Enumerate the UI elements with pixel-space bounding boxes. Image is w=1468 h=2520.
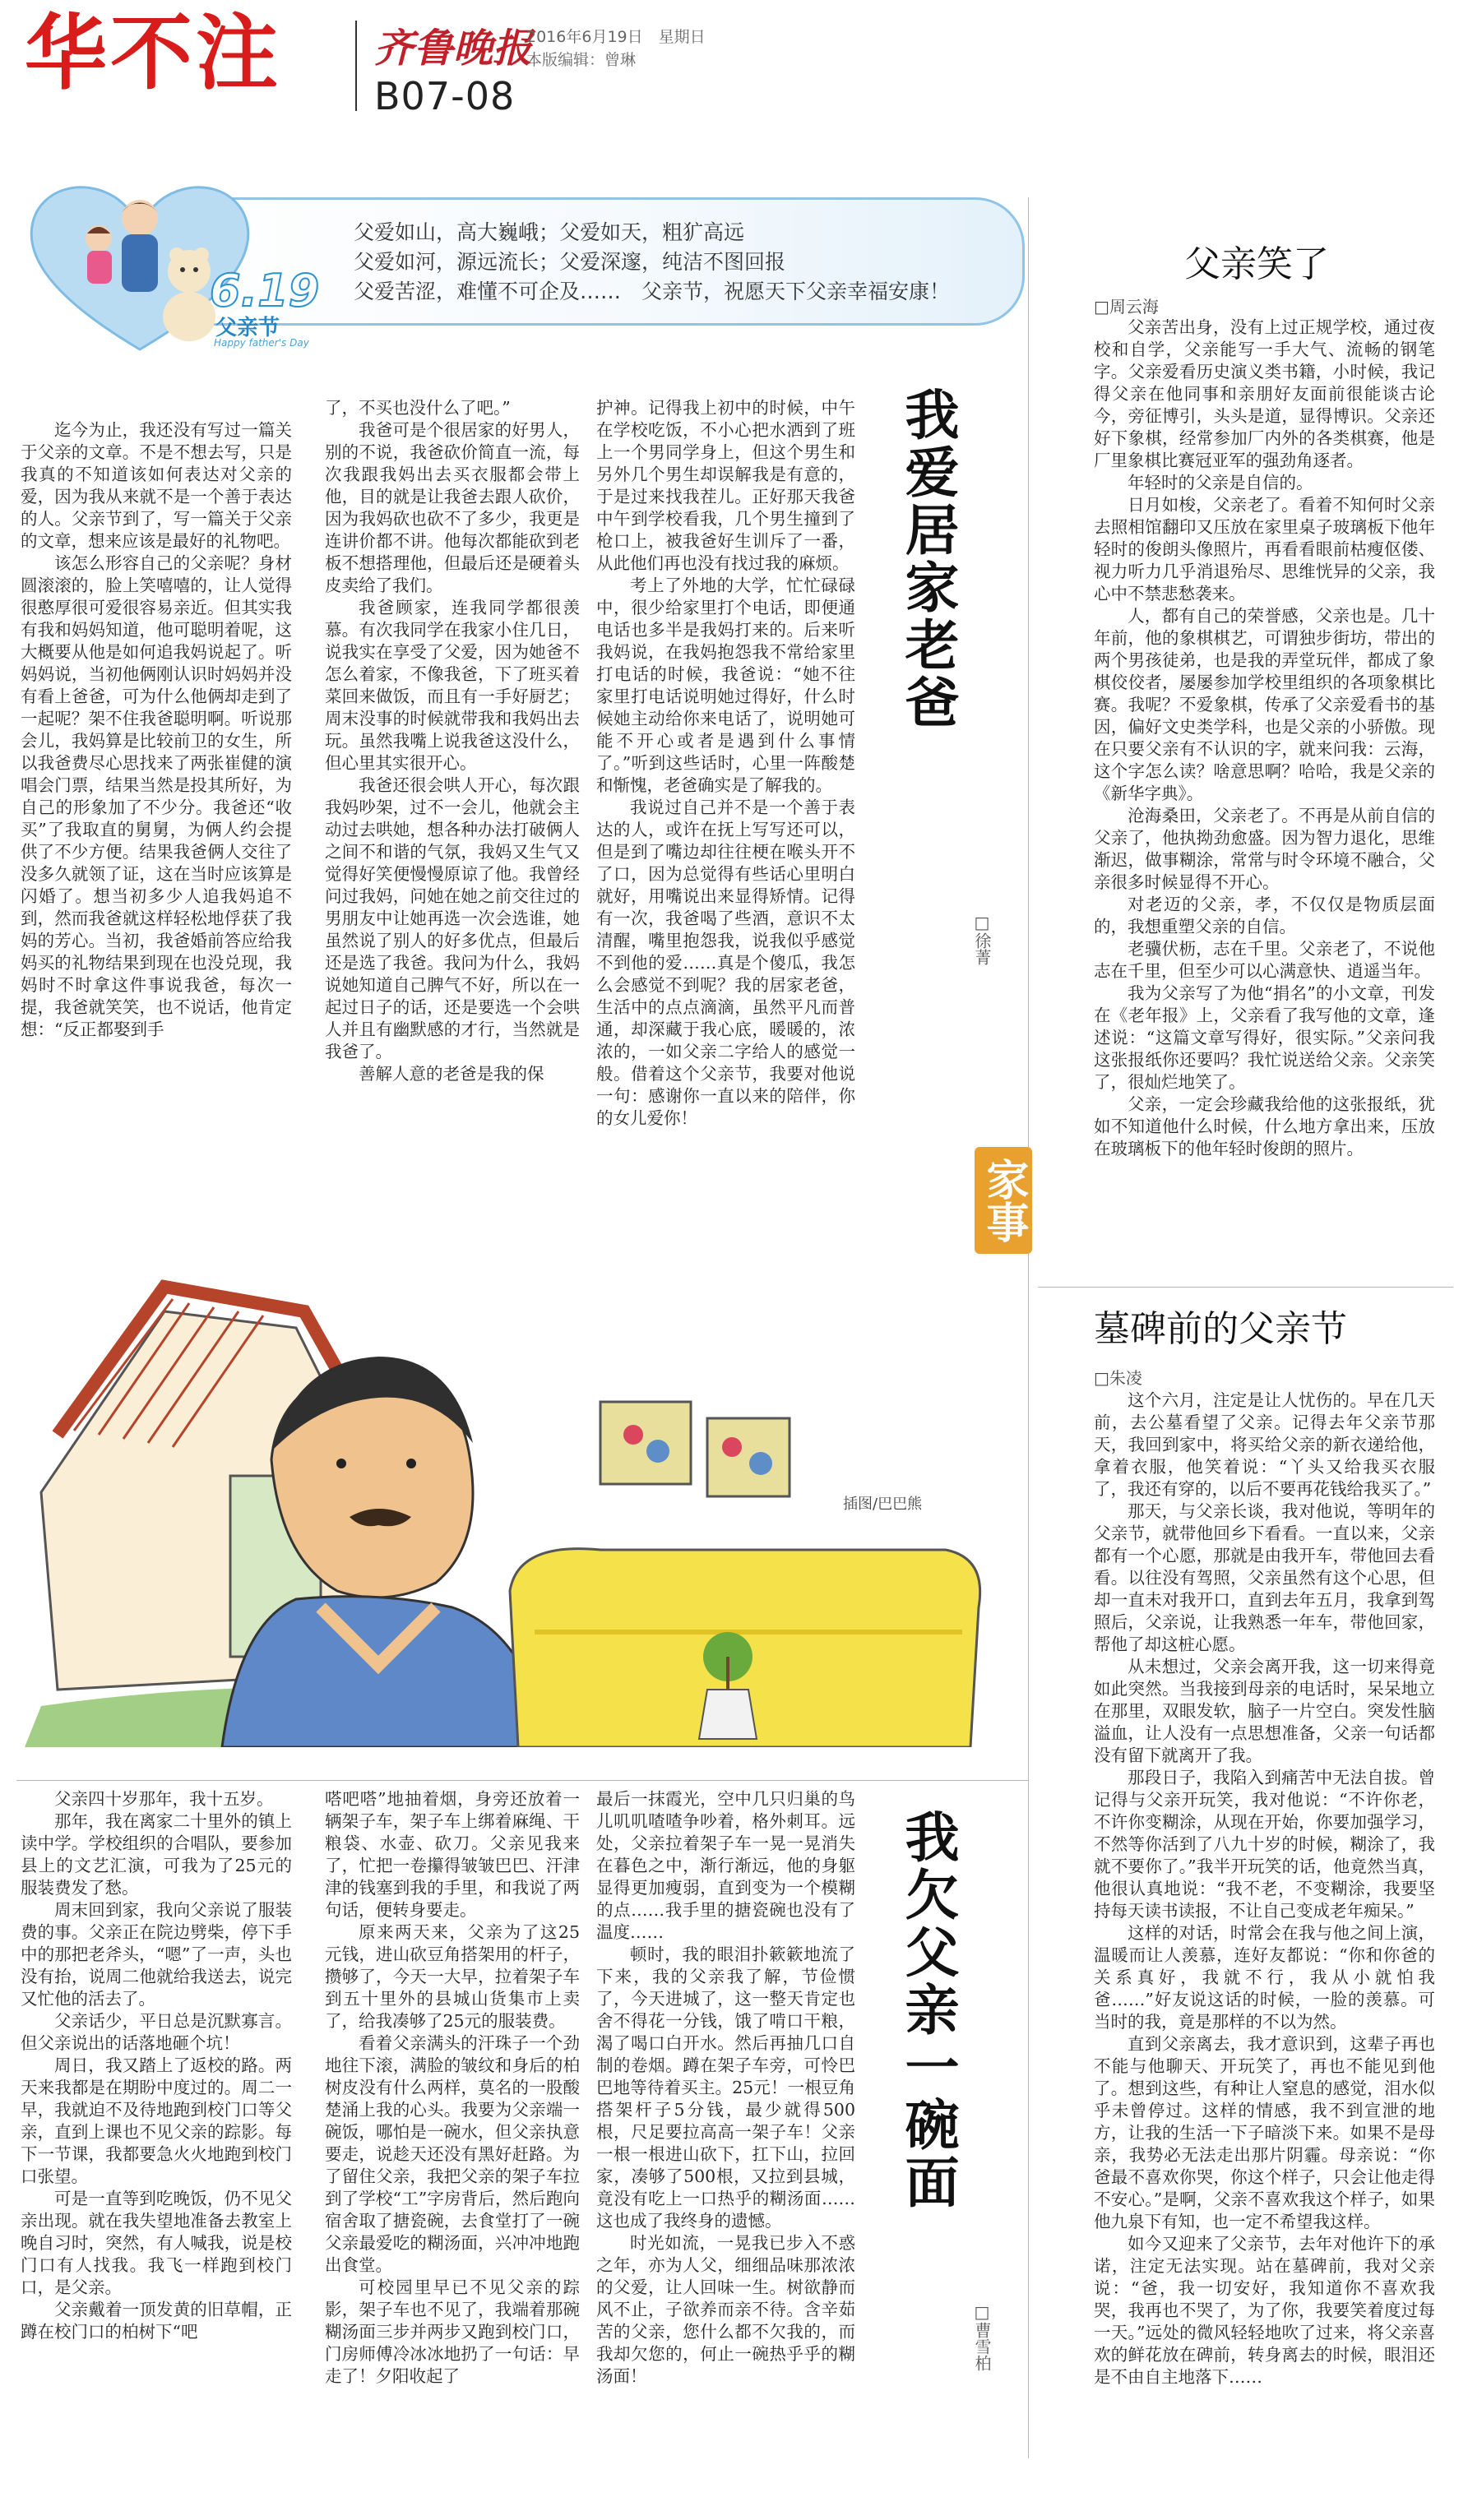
paragraph: 人，都有自己的荣誉感，父亲也是。几十年前，他的象棋棋艺，可谓独步街坊，带出的两个男孩徒弟，也是我的弄堂玩伴，都成了象棋佼佼者，屡屡参加学校里组织的各项象棋比赛。我呢？不爱象棋，传承了父亲爱看书的基因，偏好文史类学科，也是父亲的小骄傲。现在只要父亲有不认识的字，就来问我：云海，这个字怎么读？啥意思啊？哈哈，我是父亲的《新华字典》。 [1094,606,1435,803]
issue-date: 2016年6月19日 星期日 [526,28,706,46]
paragraph: 护神。记得我上初中的时候，中午在学校吃饭，不小心把水洒到了班上一个男同学身上，但这个男生和另外几个男生却误解我是有意的，于是过来找我茬儿。正好那天我爸中午到学校看我，几个男生撞到了枪口上，被我爸好生训斥了一番，从此他们再也没有找过我的麻烦。 [596,398,855,573]
paragraph: 父亲苦出身，没有上过正规学校，通过夜校和自学，父亲能写一手大气、流畅的钢笔字。父亲爱看历史演义类书籍，小时候，我记得父亲在他同事和亲朋好友面前很能谈古论今，旁征博引，头头是道，显得博识。父亲还好下象棋，经常参加厂内外的各类棋赛，他是厂里象棋比赛冠亚军的强劲角逐者。 [1094,317,1435,470]
article2-column-2 [325,1788,580,2388]
side1-body [1094,317,1435,1160]
paragraph: 从未想过，父亲会离开我，这一切来得竟如此突然。当我接到母亲的电话时，呆呆地立在那里，双眼发软，脑子一片空白。突发性脑溢血，让人没有一点思想准备，父亲一句话都没有留下就离开了我。 [1094,1657,1435,1765]
paragraph: 可是一直等到吃晚饭，仍不见父亲出现。就在我失望地准备去教室上晚自习时，突然，有人喊我，说是校门口有人找我。我飞一样跑到校门口，是父亲。 [21,2189,292,2297]
paragraph: 周日，我又踏上了返校的路。两天来我都是在期盼中度过的。周二一早，我就迫不及待地跑到校门口等父亲，直到上课也不见父亲的踪影。每下一节课，我都要急火火地跑到校门口张望。 [21,2055,292,2186]
paragraph: 最后一抹霞光，空中几只归巢的鸟儿叽叽喳喳争吵着，格外刺耳。远处，父亲拉着架子车一晃一晃消失在暮色之中，渐行渐远，他的身躯显得更加瘦弱，直到变为一个模糊的点……我手里的搪瓷碗也没有了温度…… [596,1789,855,1942]
paragraph: 我爸顾家，连我同学都很羡慕。有次我同学在我家小住几日，说我实在享受了父爱，因为她爸不怎么着家，不像我爸，下了班买着菜回来做饭，而且有一手好厨艺；周末没事的时候就带我和我妈出去玩。虽然我嘴上说我爸这没什么，但心里其实很开心。 [325,598,580,773]
page-editor: 本版编辑：曾琳 [526,51,637,69]
paragraph: 父亲，一定会珍藏我给他的这张报纸，犹如不知道他什么时候，什么地方拿出来，压放在玻璃板下的他年轻时俊朗的照片。 [1094,1094,1435,1158]
newspaper-logo: 齐鲁晚报 [374,25,533,72]
article1-column-1 [21,419,292,1041]
paragraph: 这个六月，注定是让人忧伤的。早在几天前，去公墓看望了父亲。记得去年父亲节那天，我回到家中，将买给父亲的新衣递给他，拿着衣服，他笑着说：“丫头又给我买衣服了，我还有穿的，以后不要再花钱给我买了。” [1094,1390,1435,1499]
article2-title: 我欠父亲一碗面 [896,1809,960,2212]
paragraph: 迄今为止，我还没有写过一篇关于父亲的文章。不是不想去写，只是我真的不知道该如何表达对父亲的爱，因为我从来就不是一个善于表达的人。父亲节到了，写一篇关于父亲的文章，想来应该是最好的礼物吧。 [21,420,292,551]
fathers-day-subtitle: Happy father's Day [214,337,309,349]
paragraph: 顿时，我的眼泪扑簌簌地流了下来，我的父亲我了解，节俭惯了，今天进城了，这一整天肯定也舍不得花一分钱，饿了啃口干粮，渴了喝口白开水。然后再抽几口自制的卷烟。蹲在架子车旁，可怜巴巴地等待着买主。25元！一根豆角搭架杆子5分钱，最少就得500根，尺足要拉高高一架子车！父亲一根一根进山砍下，扛下山，拉回家，凑够了500根，又拉到县城，竟没有吃上一口热乎的糊汤面……这也成了我终身的遗憾。 [596,1944,855,2231]
paragraph: 原来两天来，父亲为了这25元钱，进山砍豆角搭架用的杆子，攒够了，今天一大早，拉着架子车到五十里外的县城山货集市上卖了，给我凑够了25元的服装费。 [325,1922,580,2031]
paragraph: 我爸可是个很居家的好男人，别的不说，我爸砍价简直一流，每次我跟我妈出去买衣服都会带上他，目的就是让我爸去跟人砍价，因为我妈砍也砍不了多少，我更是连讲价都不讲。他每次都能砍到老板不想搭理他，但最后还是硬着头皮卖给了我们。 [325,420,580,595]
paragraph: 沧海桑田，父亲老了。不再是从前自信的父亲了，他执拗劲愈盛。因为智力退化，思维渐迟，做事糊涂，常常与时令环境不融合，父亲很多时候显得不开心。 [1094,806,1435,892]
paragraph: 如今又迎来了父亲节，去年对他许下的承诺，注定无法实现。站在墓碑前，我对父亲说：“爸，我一切安好，我知道你不喜欢我哭，我再也不哭了，为了你，我要笑着度过每一天。”远处的微风轻轻地吹了过来，将父亲喜欢的鲜花放在碑前，转身离去的时候，眼泪还是不由自主地落下…… [1094,2234,1435,2387]
article2-column-3 [596,1788,855,2388]
section-divider [16,1780,1028,1781]
paragraph: 父亲戴着一顶发黄的旧草帽，正蹲在校门口的柏树下“吧 [21,2300,292,2342]
paragraph: 善解人意的老爸是我的保 [359,1064,544,1084]
paragraph: 我爸还很会哄人开心，每次跟我妈吵架，过不一会儿，他就会主动过去哄她，想各种办法打破俩人之间不和谐的气氛，我妈又生气又觉得好笑便慢慢原谅了他。我曾经问过我妈，问她在她之前交往过的男朋友中让她再选一次会选谁，她虽然说了别人的好多优点，但最后还是选了我爸。我问为什么，我妈说她知道自己脾气不好，所以在一起过日子的话，还是要选一个会哄人并且有幽默感的才行，当然就是我爸了。 [325,775,580,1061]
paragraph: 那天，与父亲长谈，我对他说，等明年的父亲节，就带他回乡下看看。一直以来，父亲都有一个心愿，那就是由我开车，带他回去看看。以往没有驾照，父亲虽然有这个心思，但却一直未对我开口，直到去年五月，我拿到驾照后，父亲说，让我熟悉一年车，带他回家，帮他了却这桩心愿。 [1094,1501,1435,1654]
banner-poem [354,218,950,307]
paragraph: 老骥伏枥，志在千里。父亲老了，不说他志在千里，但至少可以心满意快、逍遥当年。 [1094,939,1435,981]
paragraph: 周末回到家，我向父亲说了服装费的事。父亲正在院边劈柴，停下手中的那把老斧头，“嗯”了一声，头也没有抬，说周二他就给我送去，说完又忙他的活去了。 [21,1900,292,2009]
fathers-day-date: 6.19 [210,265,320,317]
side2-author: □朱凌 [1094,1368,1142,1388]
paragraph: 时光如流，一晃我已步入不惑之年，亦为人父，细细品味那浓浓的父爱，让人回味一生。树欲静而风不止，子欲养而亲不待。含辛茹苦的父亲，您什么都不欠我的，而我却欠您的，何止一碗热乎乎的糊汤面！ [596,2233,855,2386]
column-divider [1028,197,1029,2458]
side2-title: 墓碑前的父亲节 [1094,1308,1347,1350]
column-title: 华不注 [25,5,281,101]
paragraph: 那年，我在离家二十里外的镇上读中学。学校组织的合唱队，要参加县上的文艺汇演，可我为了25元的服装费发了愁。 [21,1811,292,1898]
paragraph: 可校园里早已不见父亲的踪影，架子车也不见了，我端着那碗糊汤面三步并两步又跑到校门口，门房师傅冷冰冰地扔了一句话：早走了！夕阳收起了 [325,2277,580,2386]
article1-title: 我爱居家老爸 [896,386,960,732]
paragraph: 该怎么形容自己的父亲呢？身材圆滚滚的，脸上笑嘻嘻的，让人觉得很憨厚很可爱很容易亲近。但其实我有我和妈妈知道，他可聪明着呢，这大概要从他是如何追我妈说起了。听妈妈说，当初他俩刚认识时妈妈并没有看上爸爸，可为什么他俩却走到了一起呢？架不住我爸聪明啊。听说那会儿，我妈算是比较前卫的女生，所以我爸费尽心思找来了两张崔健的演唱会门票，结果当然是投其所好，为自己的形象加了不少分。我爸还“收买”了我取直的舅舅，为俩人约会提供了不少方便。结果我爸俩人交往了没多久就领了证，这在当时应该算是闪婚了。想当初多少人追我妈追不到，然而我爸就这样轻松地俘获了我妈的芳心。当初，我爸婚前答应给我妈买的礼物结果到现在也没兑现，我妈时不时拿这件事说我爸，每次一提，我爸就笑笑，也不说话，他肯定想：“反正都娶到手 [21,553,292,1039]
paragraph: 我说过自己并不是一个善于表达的人，或许在抚上写写还可以，但是到了嘴边却往往梗在喉头开不了口，因为总觉得有些话心里明白就好，用嘴说出来显得矫情。记得有一次，我爸喝了些酒，意识不太清醒，嘴里抱怨我，说我似乎感觉不到他的爱……真是个傻瓜，我怎么会感觉不到呢？我的居家老爸，生活中的点点滴滴，虽然平凡而普通，却深藏于我心底，暖暖的，浓浓的，一如父亲二字给人的感觉一般。借着这个父亲节，我要对他说一句：感谢你一直以来的陪伴，你的女儿爱你！ [596,798,855,1128]
banner-line: 父爱苦涩，难懂不可企及…… 父亲节，祝愿天下父亲幸福安康！ [354,280,951,303]
article1-column-2 [325,397,580,1085]
paragraph: 日月如梭，父亲老了。看着不知何时父亲去照相馆翻印又压放在家里桌子玻璃板下他年轻时的俊朗头像照片，再看看眼前枯瘦伛偻、视力听力几乎消退殆尽、思维恍异的父亲，我心中不禁悲愁袭来。 [1094,495,1435,603]
paragraph: 年轻时的父亲是自信的。 [1128,473,1313,492]
paragraph: 嗒吧嗒”地抽着烟，身旁还放着一辆架子车，架子车上绑着麻绳、干粮袋、水壶、砍刀。父亲见我来了，忙把一卷攥得皱皱巴巴、汗津津的钱塞到我的手里，和我说了两句话，便转身要走。 [325,1789,580,1920]
banner-line: 父爱如河，源远流长；父爱深邃，纯洁不图回报 [354,250,786,274]
illustration-credit: 插图/巴巴熊 [843,1496,923,1513]
banner-line: 父爱如山，高大巍峨；父爱如天，粗犷高远 [354,220,745,244]
side2-body [1094,1389,1435,2388]
paragraph: 了，不买也没什么了吧。” [325,398,511,418]
paragraph: 直到父亲离去，我才意识到，这辈子再也不能与他聊天、开玩笑了，再也不能见到他了。想到这些，有种让人窒息的感觉，泪水似乎未曾停过。这样的情感，我不到宣泄的地方，让我的生活一下子暗淡下来。如果不是母亲，我势必无法走出那片阴霾。母亲说：“你爸最不喜欢你哭，你这个样子，只会让他走得不安心。”是啊，父亲不喜欢我这个样子，如果他九泉下有知，也一定不希望我这样。 [1094,2034,1435,2231]
paragraph: 对老迈的父亲，孝，不仅仅是物质层面的，我想重塑父亲的自信。 [1094,895,1435,936]
paragraph: 考上了外地的大学，忙忙碌碌中，很少给家里打个电话，即便通电话也多半是我妈打来的。后来听我妈说，在我妈抱怨我不常给家里打电话的时候，我爸说：“她不往家里打电话说明她过得好，什么时候她主动给你来电话了，说明她可能不开心或者是遇到什么事情了。”听到这些话时，心里一阵酸楚和惭愧，老爸确实是了解我的。 [596,576,855,795]
side1-author: □周云海 [1094,297,1159,317]
article1-author: □徐菁 [972,913,992,965]
paragraph: 我为父亲写了为他“捐名”的小文章，刊发在《老年报》上，父亲看了我写他的文章，逢述说：“这篇文章写得好，很实际。”父亲问我这张报纸你还要吗？我忙说送给父亲。父亲笑了，很灿烂地笑了。 [1094,983,1435,1092]
page-number: B07-08 [374,74,516,118]
masthead-divider [355,21,357,111]
article2-column-1 [21,1788,292,2343]
paragraph: 这样的对话，时常会在我与他之间上演，温暖而让人羡慕，连好友都说：“你和你爸的关系真好，我就不行，我从小就怕我爸……”好友说这话的时候，一脸的羡慕。可当时的我，竟是那样的不以为然。 [1094,1923,1435,2032]
paragraph: 那段日子，我陷入到痛苦中无法自拔。曾记得与父亲开玩笑，我对他说：“不许你老，不许你变糊涂，从现在开始，你要加强学习，不然等你活到了八九十岁的时候，糊涂了，我就不要你了。”我半开玩笑的话，他竟然当真，他很认真地说：“我不老，不变糊涂，我要坚持每天读书读报，不让自己变成老年痴呆。” [1094,1768,1435,1921]
paragraph: 父亲四十岁那年，我十五岁。 [54,1789,274,1809]
side1-title: 父亲笑了 [1184,243,1329,285]
article1-column-3 [596,397,855,1130]
paragraph: 看着父亲满头的汗珠子一个劲地往下滚，满脸的皱纹和身后的柏树皮没有什么两样，莫名的一股酸楚涌上我的心头。我要为父亲端一碗饭，哪怕是一碗水，但父亲执意要走，说趁天还没有黑好赶路。为了留住父亲，我把父亲的架子车拉到了学校“工”字房背后，然后跑向宿舍取了搪瓷碗，去食堂打了一碗父亲最爱吃的糊汤面，兴冲冲地跑出食堂。 [325,2033,580,2275]
paragraph: 父亲话少，平日总是沉默寡言。但父亲说出的话落地砸个坑！ [21,2011,292,2053]
article2-author: □曹雪柏 [972,2302,992,2371]
section-tag: 家事 [975,1147,1032,1254]
fathers-day-label: 父亲节 [215,316,280,340]
section-divider [1038,1287,1453,1288]
